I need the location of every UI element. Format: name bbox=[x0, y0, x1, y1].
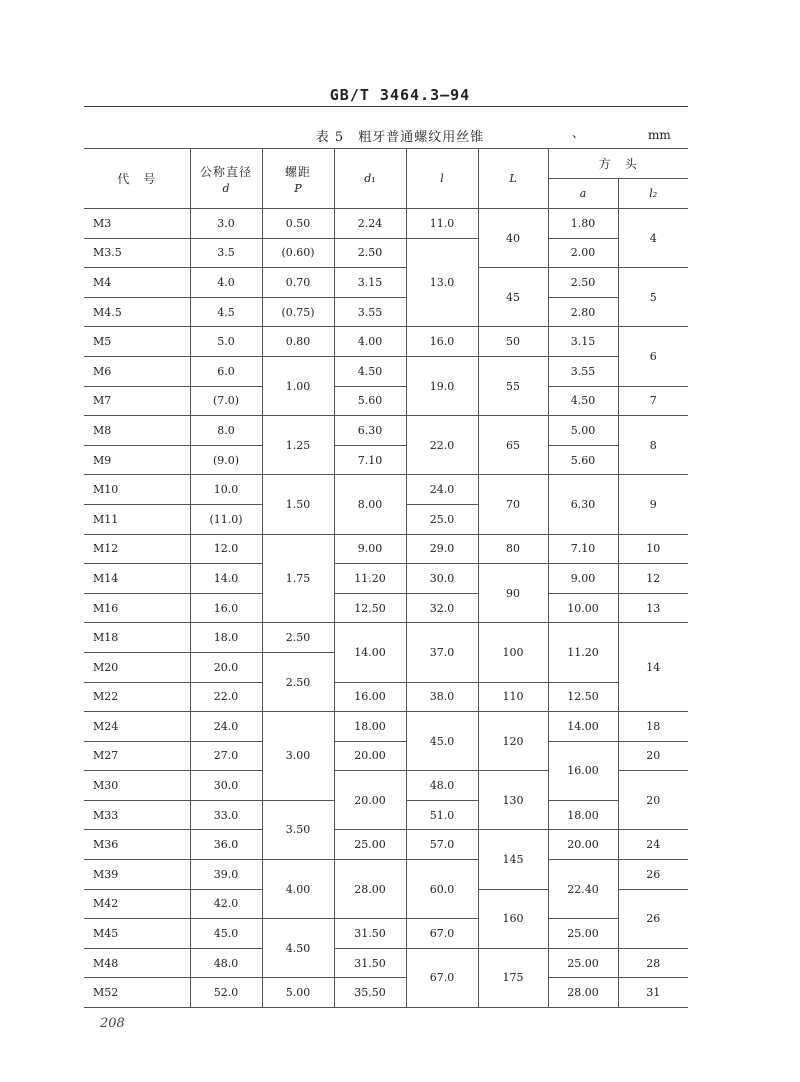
cell-p: 1.50 bbox=[262, 475, 334, 534]
cell-code: M42 bbox=[84, 889, 190, 919]
unit-label: mm bbox=[648, 128, 671, 142]
table-row bbox=[84, 386, 688, 416]
cell-l2: 26 bbox=[618, 860, 688, 890]
cell-code: M20 bbox=[84, 652, 190, 682]
cell-p: 0.80 bbox=[262, 327, 334, 357]
cell-p: 1.00 bbox=[262, 356, 334, 415]
cell-p: (0.75) bbox=[262, 297, 334, 327]
cell-d1: 4.00 bbox=[334, 327, 406, 357]
cell-d: 10.0 bbox=[190, 475, 262, 505]
cell-d: 4.5 bbox=[190, 297, 262, 327]
col-l2-header: l₂ bbox=[618, 179, 688, 209]
cell-a: 3.55 bbox=[548, 356, 618, 386]
cell-l: 13.0 bbox=[406, 238, 478, 327]
cell-l: 51.0 bbox=[406, 800, 478, 830]
table-row bbox=[84, 919, 688, 949]
table-row bbox=[84, 682, 688, 712]
cell-d1: 18.00 bbox=[334, 712, 406, 742]
table-row bbox=[84, 978, 688, 1008]
cell-code: M22 bbox=[84, 682, 190, 712]
cell-p: 3.50 bbox=[262, 800, 334, 859]
table-row bbox=[84, 475, 688, 505]
cell-p: 1.75 bbox=[262, 534, 334, 623]
cell-l: 67.0 bbox=[406, 919, 478, 949]
table-row bbox=[84, 593, 688, 623]
cell-code: M30 bbox=[84, 771, 190, 801]
cell-l: 60.0 bbox=[406, 860, 478, 919]
cell-l2: 31 bbox=[618, 978, 688, 1008]
cell-d: 14.0 bbox=[190, 564, 262, 594]
table-caption: 表 5 粗牙普通螺纹用丝锥 bbox=[315, 130, 485, 145]
cell-code: M24 bbox=[84, 712, 190, 742]
col-L-header: L bbox=[478, 149, 548, 209]
table-row bbox=[84, 327, 688, 357]
cell-a: 4.50 bbox=[548, 386, 618, 416]
cell-d: 5.0 bbox=[190, 327, 262, 357]
col-p-header: 螺距 P bbox=[262, 149, 334, 209]
cell-code: M27 bbox=[84, 741, 190, 771]
table-row bbox=[84, 268, 688, 298]
cell-d: (7.0) bbox=[190, 386, 262, 416]
cell-a: 5.60 bbox=[548, 445, 618, 475]
cell-d1: 12.50 bbox=[334, 593, 406, 623]
cell-code: M36 bbox=[84, 830, 190, 860]
cell-l: 37.0 bbox=[406, 623, 478, 682]
cell-d: 42.0 bbox=[190, 889, 262, 919]
table-row bbox=[84, 741, 688, 771]
cell-code: M45 bbox=[84, 919, 190, 949]
cell-p: 2.50 bbox=[262, 652, 334, 711]
cell-l: 19.0 bbox=[406, 356, 478, 415]
cell-l: 38.0 bbox=[406, 682, 478, 712]
cell-l: 67.0 bbox=[406, 948, 478, 1007]
cell-l2: 4 bbox=[618, 209, 688, 268]
table-body bbox=[84, 209, 688, 1008]
cell-l2: 7 bbox=[618, 386, 688, 416]
cell-d1: 35.50 bbox=[334, 978, 406, 1008]
col-l-header: l bbox=[406, 149, 478, 209]
cell-a: 25.00 bbox=[548, 919, 618, 949]
page-number: 208 bbox=[100, 1016, 125, 1031]
cell-code: M33 bbox=[84, 800, 190, 830]
cell-p: 2.50 bbox=[262, 623, 334, 653]
table-header bbox=[84, 149, 688, 209]
cell-d: 3.5 bbox=[190, 238, 262, 268]
cell-d1: 2.50 bbox=[334, 238, 406, 268]
cell-a: 9.00 bbox=[548, 564, 618, 594]
cell-L: 70 bbox=[478, 475, 548, 534]
cell-l2: 20 bbox=[618, 771, 688, 830]
cell-L: 65 bbox=[478, 416, 548, 475]
cell-d1: 28.00 bbox=[334, 860, 406, 919]
cell-code: M3 bbox=[84, 209, 190, 239]
cell-d: 12.0 bbox=[190, 534, 262, 564]
cell-d1: 5.60 bbox=[334, 386, 406, 416]
cell-d: (11.0) bbox=[190, 504, 262, 534]
cell-code: M3.5 bbox=[84, 238, 190, 268]
cell-d: 30.0 bbox=[190, 771, 262, 801]
cell-code: M14 bbox=[84, 564, 190, 594]
cell-a: 10.00 bbox=[548, 593, 618, 623]
cell-a: 20.00 bbox=[548, 830, 618, 860]
cell-L: 145 bbox=[478, 830, 548, 889]
cell-l: 45.0 bbox=[406, 712, 478, 771]
table-row bbox=[84, 356, 688, 386]
cell-l: 32.0 bbox=[406, 593, 478, 623]
cell-L: 80 bbox=[478, 534, 548, 564]
cell-d: 33.0 bbox=[190, 800, 262, 830]
col-code-header: 代 号 bbox=[84, 149, 190, 209]
cell-l: 11.0 bbox=[406, 209, 478, 239]
cell-d: (9.0) bbox=[190, 445, 262, 475]
cell-l: 29.0 bbox=[406, 534, 478, 564]
cell-code: M12 bbox=[84, 534, 190, 564]
cell-a: 3.15 bbox=[548, 327, 618, 357]
table-row bbox=[84, 209, 688, 239]
cell-code: M5 bbox=[84, 327, 190, 357]
col-square-header: 方 头 bbox=[548, 149, 688, 179]
header-rule bbox=[84, 106, 688, 107]
cell-p: 4.00 bbox=[262, 860, 334, 919]
cell-l: 48.0 bbox=[406, 771, 478, 801]
cell-code: M39 bbox=[84, 860, 190, 890]
cell-L: 50 bbox=[478, 327, 548, 357]
cell-code: M18 bbox=[84, 623, 190, 653]
cell-d: 20.0 bbox=[190, 652, 262, 682]
cell-p: 3.00 bbox=[262, 712, 334, 801]
cell-code: M7 bbox=[84, 386, 190, 416]
cell-a: 2.50 bbox=[548, 268, 618, 298]
col-d1-header: d₁ bbox=[334, 149, 406, 209]
cell-d: 16.0 bbox=[190, 593, 262, 623]
cell-a: 11.20 bbox=[548, 623, 618, 682]
cell-l2: 10 bbox=[618, 534, 688, 564]
cell-d: 22.0 bbox=[190, 682, 262, 712]
cell-l: 24.0 bbox=[406, 475, 478, 505]
cell-l: 25.0 bbox=[406, 504, 478, 534]
cell-L: 100 bbox=[478, 623, 548, 682]
cell-L: 175 bbox=[478, 948, 548, 1007]
cell-a: 2.00 bbox=[548, 238, 618, 268]
cell-d: 18.0 bbox=[190, 623, 262, 653]
cell-d1: 7.10 bbox=[334, 445, 406, 475]
cell-d: 24.0 bbox=[190, 712, 262, 742]
cell-a: 6.30 bbox=[548, 475, 618, 534]
cell-d1: 4.50 bbox=[334, 356, 406, 386]
cell-l: 30.0 bbox=[406, 564, 478, 594]
cell-l: 16.0 bbox=[406, 327, 478, 357]
cell-l2: 28 bbox=[618, 948, 688, 978]
cell-L: 160 bbox=[478, 889, 548, 948]
cell-l2: 5 bbox=[618, 268, 688, 327]
cell-d1: 16.00 bbox=[334, 682, 406, 712]
cell-code: M48 bbox=[84, 948, 190, 978]
cell-d1: 14.00 bbox=[334, 623, 406, 682]
cell-p: (0.60) bbox=[262, 238, 334, 268]
cell-l2: 24 bbox=[618, 830, 688, 860]
cell-d: 6.0 bbox=[190, 356, 262, 386]
cell-a: 1.80 bbox=[548, 209, 618, 239]
cell-d: 8.0 bbox=[190, 416, 262, 446]
cell-code: M8 bbox=[84, 416, 190, 446]
cell-p: 0.50 bbox=[262, 209, 334, 239]
cell-d: 3.0 bbox=[190, 209, 262, 239]
cell-a: 22.40 bbox=[548, 860, 618, 919]
table-row bbox=[84, 948, 688, 978]
table-row bbox=[84, 623, 688, 653]
cell-l: 22.0 bbox=[406, 416, 478, 475]
cell-a: 18.00 bbox=[548, 800, 618, 830]
cell-code: M9 bbox=[84, 445, 190, 475]
cell-p: 1.25 bbox=[262, 416, 334, 475]
table-row bbox=[84, 860, 688, 890]
cell-d1: 31.50 bbox=[334, 919, 406, 949]
cell-L: 120 bbox=[478, 712, 548, 771]
cell-L: 55 bbox=[478, 356, 548, 415]
cell-l2: 9 bbox=[618, 475, 688, 534]
cell-d: 48.0 bbox=[190, 948, 262, 978]
cell-a: 12.50 bbox=[548, 682, 618, 712]
cell-L: 110 bbox=[478, 682, 548, 712]
standard-number: GB/T 3464.3—94 bbox=[329, 86, 471, 104]
cell-l2: 18 bbox=[618, 712, 688, 742]
table-row bbox=[84, 830, 688, 860]
cell-d: 45.0 bbox=[190, 919, 262, 949]
cell-l2: 12 bbox=[618, 564, 688, 594]
cell-L: 90 bbox=[478, 564, 548, 623]
cell-d1: 31.50 bbox=[334, 948, 406, 978]
table-row bbox=[84, 712, 688, 742]
caption-tick-mark: 、 bbox=[572, 126, 585, 140]
cell-a: 14.00 bbox=[548, 712, 618, 742]
cell-l2: 6 bbox=[618, 327, 688, 386]
col-a-header: a bbox=[548, 179, 618, 209]
cell-d1: 25.00 bbox=[334, 830, 406, 860]
cell-l2: 26 bbox=[618, 889, 688, 948]
table-row bbox=[84, 445, 688, 475]
cell-d: 27.0 bbox=[190, 741, 262, 771]
cell-d1: 20.00 bbox=[334, 741, 406, 771]
cell-d: 39.0 bbox=[190, 860, 262, 890]
cell-d1: 3.55 bbox=[334, 297, 406, 327]
cell-L: 130 bbox=[478, 771, 548, 830]
cell-d: 52.0 bbox=[190, 978, 262, 1008]
cell-l2: 8 bbox=[618, 416, 688, 475]
cell-a: 16.00 bbox=[548, 741, 618, 800]
cell-a: 7.10 bbox=[548, 534, 618, 564]
cell-code: M52 bbox=[84, 978, 190, 1008]
col-d-header: 公称直径 d bbox=[190, 149, 262, 209]
cell-code: M4.5 bbox=[84, 297, 190, 327]
table-row bbox=[84, 297, 688, 327]
table-row bbox=[84, 534, 688, 564]
cell-d1: 11.20 bbox=[334, 564, 406, 594]
cell-code: M6 bbox=[84, 356, 190, 386]
cell-l2: 14 bbox=[618, 623, 688, 712]
cell-a: 28.00 bbox=[548, 978, 618, 1008]
cell-l2: 13 bbox=[618, 593, 688, 623]
cell-l2: 20 bbox=[618, 741, 688, 771]
cell-code: M4 bbox=[84, 268, 190, 298]
cell-d: 4.0 bbox=[190, 268, 262, 298]
table-row bbox=[84, 564, 688, 594]
cell-d1: 3.15 bbox=[334, 268, 406, 298]
cell-L: 45 bbox=[478, 268, 548, 327]
tap-spec-table bbox=[84, 148, 688, 1008]
cell-d1: 20.00 bbox=[334, 771, 406, 830]
cell-d1: 6.30 bbox=[334, 416, 406, 446]
cell-p: 5.00 bbox=[262, 978, 334, 1008]
cell-l: 57.0 bbox=[406, 830, 478, 860]
table-row bbox=[84, 416, 688, 446]
cell-a: 2.80 bbox=[548, 297, 618, 327]
cell-p: 0.70 bbox=[262, 268, 334, 298]
cell-d1: 8.00 bbox=[334, 475, 406, 534]
cell-d: 36.0 bbox=[190, 830, 262, 860]
cell-p: 4.50 bbox=[262, 919, 334, 978]
cell-d1: 9.00 bbox=[334, 534, 406, 564]
cell-d1: 2.24 bbox=[334, 209, 406, 239]
cell-code: M16 bbox=[84, 593, 190, 623]
table-row bbox=[84, 238, 688, 268]
cell-code: M10 bbox=[84, 475, 190, 505]
cell-L: 40 bbox=[478, 209, 548, 268]
cell-a: 25.00 bbox=[548, 948, 618, 978]
cell-a: 5.00 bbox=[548, 416, 618, 446]
cell-code: M11 bbox=[84, 504, 190, 534]
